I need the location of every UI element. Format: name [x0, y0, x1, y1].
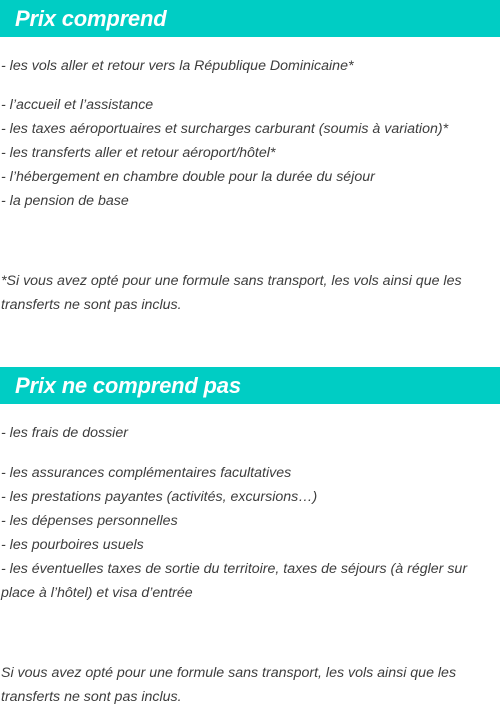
list-item: - la pension de base: [1, 193, 129, 209]
list-item: - les frais de dossier: [1, 425, 128, 441]
list-item: - les taxes aéroportuaires et surcharges carburant (soumis à variation)*: [1, 121, 449, 137]
included-title: Prix comprend: [15, 5, 167, 31]
excluded-section-header: [0, 367, 500, 404]
list-item: - les dépenses personnelles: [1, 513, 178, 529]
list-item: - les prestations payantes (activités, excursions…): [1, 489, 318, 505]
list-item: - les assurances complémentaires facultatives: [1, 465, 292, 481]
list-item: - les pourboires usuels: [1, 537, 144, 553]
list-item: - l’accueil et l’assistance: [1, 97, 154, 113]
list-item: - l’hébergement en chambre double pour la durée du séjour: [1, 169, 375, 185]
excluded-title: Prix ne comprend pas: [15, 372, 241, 398]
included-section-header: [0, 0, 500, 37]
list-item: - les transferts aller et retour aéroport/hôtel*: [1, 145, 276, 161]
list-item: - les éventuelles taxes de sortie du territoire, taxes de séjours (à régler sur place à l’hôtel) et visa d’entrée: [1, 561, 468, 601]
list-item: - les vols aller et retour vers la République Dominicaine*: [1, 58, 354, 74]
excluded-note: Si vous avez opté pour une formule sans transport, les vols ainsi que les transferts ne sont pas inclus.: [1, 665, 457, 705]
included-note: *Si vous avez opté pour une formule sans transport, les vols ainsi que les transferts ne sont pas inclus.: [1, 273, 462, 313]
